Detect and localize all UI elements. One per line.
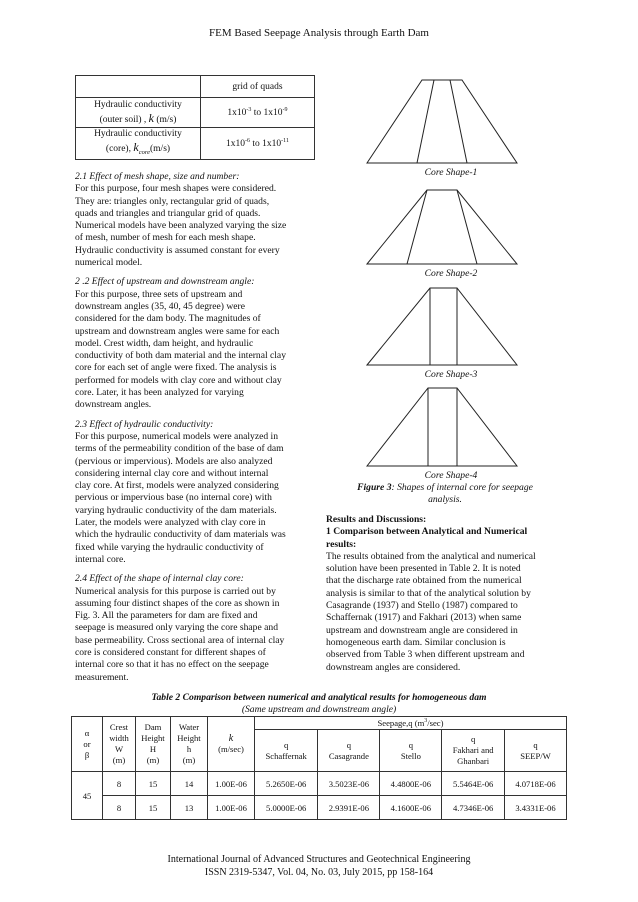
journal-footer: International Journal of Advanced Structures and Geotechnical Engineering ISSN 2319-5347, Vol. 04, No. 03, July 2015, pp 158-164 <box>167 854 471 878</box>
method-header-stello: q Stello <box>380 730 442 772</box>
results-body: The results obtained from the analytical and numerical solution have been presented in Table 2. It is noted that the discharge rate obtained from the numerical analysis is similar to that of the analytical solution by Casagrande (1937) and Stello (1987) compared to Schaffernak (1917) and Fakhari (2013) when same upstream and downstream angle are considered in homogeneous earth dam. Similar conclusion is observed from Table 3 when different upstream and downstream angles are considered. <box>326 550 536 673</box>
method-header-seepw: q SEEP/W <box>504 730 566 772</box>
core-shape-4-diagram <box>367 388 517 466</box>
core-shape-4-label: Core Shape-4 <box>424 470 478 481</box>
core-line-2b <box>457 190 477 264</box>
section-2-2-heading: 2 .2 Effect of upstream and downstream angle: <box>75 276 255 288</box>
section-2-4-heading: 2.4 Effect of the shape of internal clay core: <box>75 573 244 585</box>
param-label: Hydraulic conductivity (core), $k_{core}(m/s)$ <box>76 128 201 160</box>
method-header-fakhari: q Fakhari and Ghanbari <box>442 730 505 772</box>
section-2-4-body: Numerical analysis for this purpose is carried out by assuming four distinct shapes of the core as shown in Fig. 3. All the parameters for dam are fixed and seepage is measured only varying the core shape and base permeability. Cross sectional area of internal clay core is considered constant for different shapes of internal core so that it has no effect on the seepage measurement. <box>75 585 285 683</box>
section-2-2-body: For this purpose, three sets of upstream and downstream angles (35, 40, 45 degree) were considered for the dam body. The magnitudes of upstream and downstream angles were same for each model. Crest width, dam height, and hydraulic conductivity of both dam material and the internal clay core for each set of angle were fixed. The analysis is performed for models with clay core and without clay core. Later, it has been analyzed for varying downstream angles. <box>75 288 286 411</box>
col-crest-header: Crest width W (m) <box>103 717 136 772</box>
param-value: $1x10^{-3}$ to $1x10^{-9}$ <box>201 98 315 128</box>
col-k-header: k (m/sec) <box>208 717 255 772</box>
param-value: $1x10^{-6}$ to $1x10^{-11}$ <box>201 128 315 160</box>
comparison-heading: 1 Comparison between Analytical and Numerical results: <box>326 526 528 550</box>
section-2-3-heading: 2.3 Effect of hydraulic conductivity: <box>75 418 214 430</box>
right-column <box>326 514 567 674</box>
core-shape-1-label: Core Shape-1 <box>424 167 478 178</box>
running-header: FEM Based Seepage Analysis through Earth Dam <box>209 27 429 39</box>
comparison-table <box>71 716 567 820</box>
core-shape-3-label: Core Shape-3 <box>424 369 478 380</box>
core-shape-2-label: Core Shape-2 <box>424 268 478 279</box>
method-header-schaffernak: q Schaffernak <box>255 730 318 772</box>
parameter-table <box>75 75 315 160</box>
dam-outline-1 <box>367 80 517 163</box>
figure-3-caption: Figure 3: Shapes of internal core for seepage analysis. <box>357 482 533 505</box>
dam-outline-4 <box>367 388 517 466</box>
angle-cell: 45 <box>72 772 103 820</box>
dam-outline-2 <box>367 190 517 264</box>
core-line-2a <box>407 190 427 264</box>
core-shape-3-diagram <box>367 288 517 365</box>
table-row: 45 8 15 14 1.00E-06 5.2650E-06 3.5023E-06 4.4800E-06 5.5464E-06 4.0718E-06 <box>72 772 567 796</box>
table-2-title: Table 2 Comparison between numerical and analytical results for homogeneous dam (Same upstream and downstream angle) <box>151 692 487 715</box>
core-shape-2-diagram <box>367 190 517 264</box>
method-header-casagrande: q Casagrande <box>318 730 380 772</box>
col-water-height-header: Water Height h (m) <box>171 717 208 772</box>
core-line-1b <box>450 80 467 163</box>
section-2-1-body: For this purpose, four mesh shapes were considered. They are: triangles only, rectangular grid of quads, quads and triangles and triangular grid of quads. Numerical models have been analyzed varying the size of mesh, number of mesh for each mesh shape. Hydraulic conductivity is assumed constant for every numerical model. <box>75 183 287 269</box>
col-alpha-header: α or β <box>72 717 103 772</box>
core-line-1a <box>417 80 434 163</box>
results-heading: Results and Discussions: <box>326 514 427 525</box>
col-dam-height-header: Dam Height H (m) <box>136 717 171 772</box>
seepage-group-header: Seepage,q $(m^3/\sec)$ <box>255 717 567 730</box>
param-value: grid of quads <box>201 76 315 98</box>
section-2-1-heading: 2.1 Effect of mesh shape, size and number: <box>75 171 240 182</box>
param-label: Hydraulic conductivity (outer soil) , k (m/s) <box>76 98 201 128</box>
left-column <box>75 171 316 684</box>
dam-outline-3 <box>367 288 517 365</box>
param-label-empty <box>76 76 201 98</box>
section-2-3-body: For this purpose, numerical models were analyzed in terms of the permeability condition of the base of dam (pervious or impervious). Models are also analyzed considering internal clay core and without internal clay core. At first, models were analyzed considering pervious or impervious base (no internal core) with varying hydraulic conductivity of the dam materials. Later, the models were analyzed with clay core in which the hydraulic conductivity of dam materials was fixed while varying the hydraulic conductivity of internal core. <box>75 430 286 565</box>
table-row: 8 15 13 1.00E-06 5.0000E-06 2.9391E-06 4.1600E-06 4.7346E-06 3.4331E-06 <box>72 796 567 820</box>
core-shape-1-diagram <box>367 80 517 163</box>
